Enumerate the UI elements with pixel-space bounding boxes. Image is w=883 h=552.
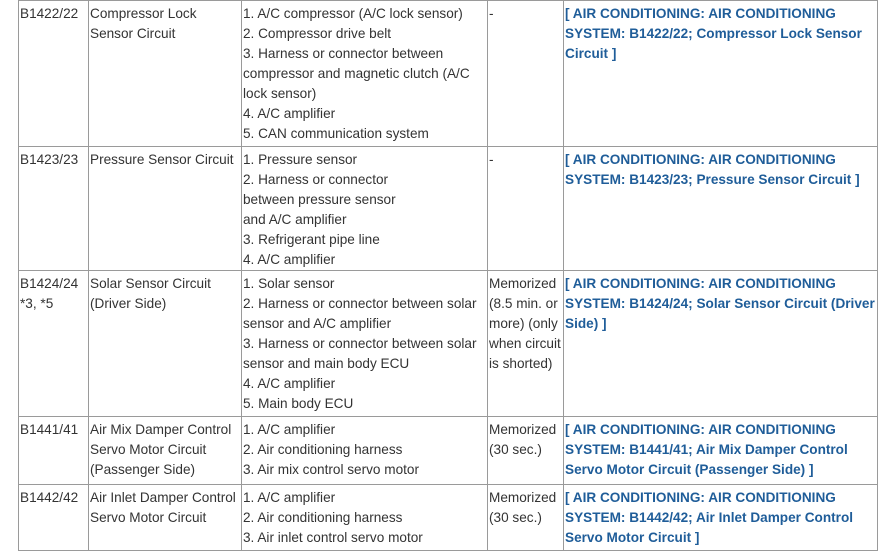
detection-item-cell: Air Mix Damper Control Servo Motor Circuit (Passenger Side)	[89, 417, 242, 485]
trouble-area-item: 2. Compressor drive belt	[243, 26, 392, 41]
dtc-code-cell: B1422/22	[19, 1, 89, 147]
trouble-area-cell	[242, 485, 488, 551]
trouble-area-item: 4. A/C amplifier	[243, 376, 336, 391]
reference-link[interactable]: [ AIR CONDITIONING: AIR CONDITIONING SYSTEM: B1424/24; Solar Sensor Circuit (Driver Side) ]	[565, 276, 875, 331]
trouble-area-cell	[242, 271, 488, 417]
trouble-area-item: 3. Refrigerant pipe line	[243, 232, 380, 247]
reference-link[interactable]: [ AIR CONDITIONING: AIR CONDITIONING SYSTEM: B1422/22; Compressor Lock Sensor Circuit ]	[565, 6, 862, 61]
memory-cell: -	[488, 147, 564, 271]
trouble-area-item: 1. Pressure sensor	[243, 152, 358, 167]
table-row	[19, 417, 878, 485]
memory-cell: Memorized (30 sec.)	[488, 485, 564, 551]
trouble-area-item: 2. Harness or connector between solar sensor and A/C amplifier	[243, 296, 477, 331]
trouble-area-item: 1. A/C amplifier	[243, 422, 336, 437]
link-cell	[564, 417, 878, 485]
detection-item-cell: Pressure Sensor Circuit	[89, 147, 242, 271]
trouble-area-item: 1. A/C amplifier	[243, 490, 336, 505]
trouble-area-item: 4. A/C amplifier	[243, 106, 336, 121]
trouble-area-item: 1. A/C compressor (A/C lock sensor)	[243, 6, 463, 21]
trouble-area-item: 2. Harness or connector	[243, 172, 389, 187]
dtc-table	[18, 0, 878, 551]
trouble-area-cell	[242, 1, 488, 147]
link-cell	[564, 147, 878, 271]
link-cell	[564, 271, 878, 417]
reference-link[interactable]: [ AIR CONDITIONING: AIR CONDITIONING SYSTEM: B1441/41; Air Mix Damper Control Servo Motor Circuit (Passenger Side) ]	[565, 422, 848, 477]
detection-item-cell: Solar Sensor Circuit (Driver Side)	[89, 271, 242, 417]
trouble-area-item: 3. Air mix control servo motor	[243, 462, 420, 477]
table-row	[19, 485, 878, 551]
memory-cell: -	[488, 1, 564, 147]
trouble-area-cell	[242, 417, 488, 485]
reference-link[interactable]: [ AIR CONDITIONING: AIR CONDITIONING SYSTEM: B1423/23; Pressure Sensor Circuit ]	[565, 152, 860, 187]
dtc-code-cell: B1423/23	[19, 147, 89, 271]
memory-cell: Memorized (8.5 min. or more) (only when circuit is shorted)	[488, 271, 564, 417]
trouble-area-item: 2. Air conditioning harness	[243, 510, 403, 525]
dtc-code-cell: B1442/42	[19, 485, 89, 551]
dtc-code-cell: B1441/41	[19, 417, 89, 485]
link-cell	[564, 1, 878, 147]
table-row	[19, 271, 878, 417]
trouble-area-item: 3. Harness or connector between compressor and magnetic clutch (A/C lock sensor)	[243, 46, 470, 101]
trouble-area-item: 5. CAN communication system	[243, 126, 429, 141]
memory-cell: Memorized (30 sec.)	[488, 417, 564, 485]
trouble-area-item: and A/C amplifier	[243, 212, 347, 227]
detection-item-cell: Compressor Lock Sensor Circuit	[89, 1, 242, 147]
reference-link[interactable]: [ AIR CONDITIONING: AIR CONDITIONING SYSTEM: B1442/42; Air Inlet Damper Control Servo Motor Circuit ]	[565, 490, 854, 545]
link-cell	[564, 485, 878, 551]
trouble-area-item: 3. Air inlet control servo motor	[243, 530, 423, 545]
trouble-area-item: 3. Harness or connector between solar sensor and main body ECU	[243, 336, 477, 371]
trouble-area-item: 1. Solar sensor	[243, 276, 335, 291]
trouble-area-item: 2. Air conditioning harness	[243, 442, 403, 457]
table-row	[19, 147, 878, 271]
dtc-code-cell: B1424/24 *3, *5	[19, 271, 89, 417]
trouble-area-item: 5. Main body ECU	[243, 396, 354, 411]
trouble-area-item: between pressure sensor	[243, 192, 396, 207]
trouble-area-cell	[242, 147, 488, 271]
table-row	[19, 1, 878, 147]
detection-item-cell: Air Inlet Damper Control Servo Motor Circuit	[89, 485, 242, 551]
trouble-area-item: 4. A/C amplifier	[243, 252, 336, 267]
